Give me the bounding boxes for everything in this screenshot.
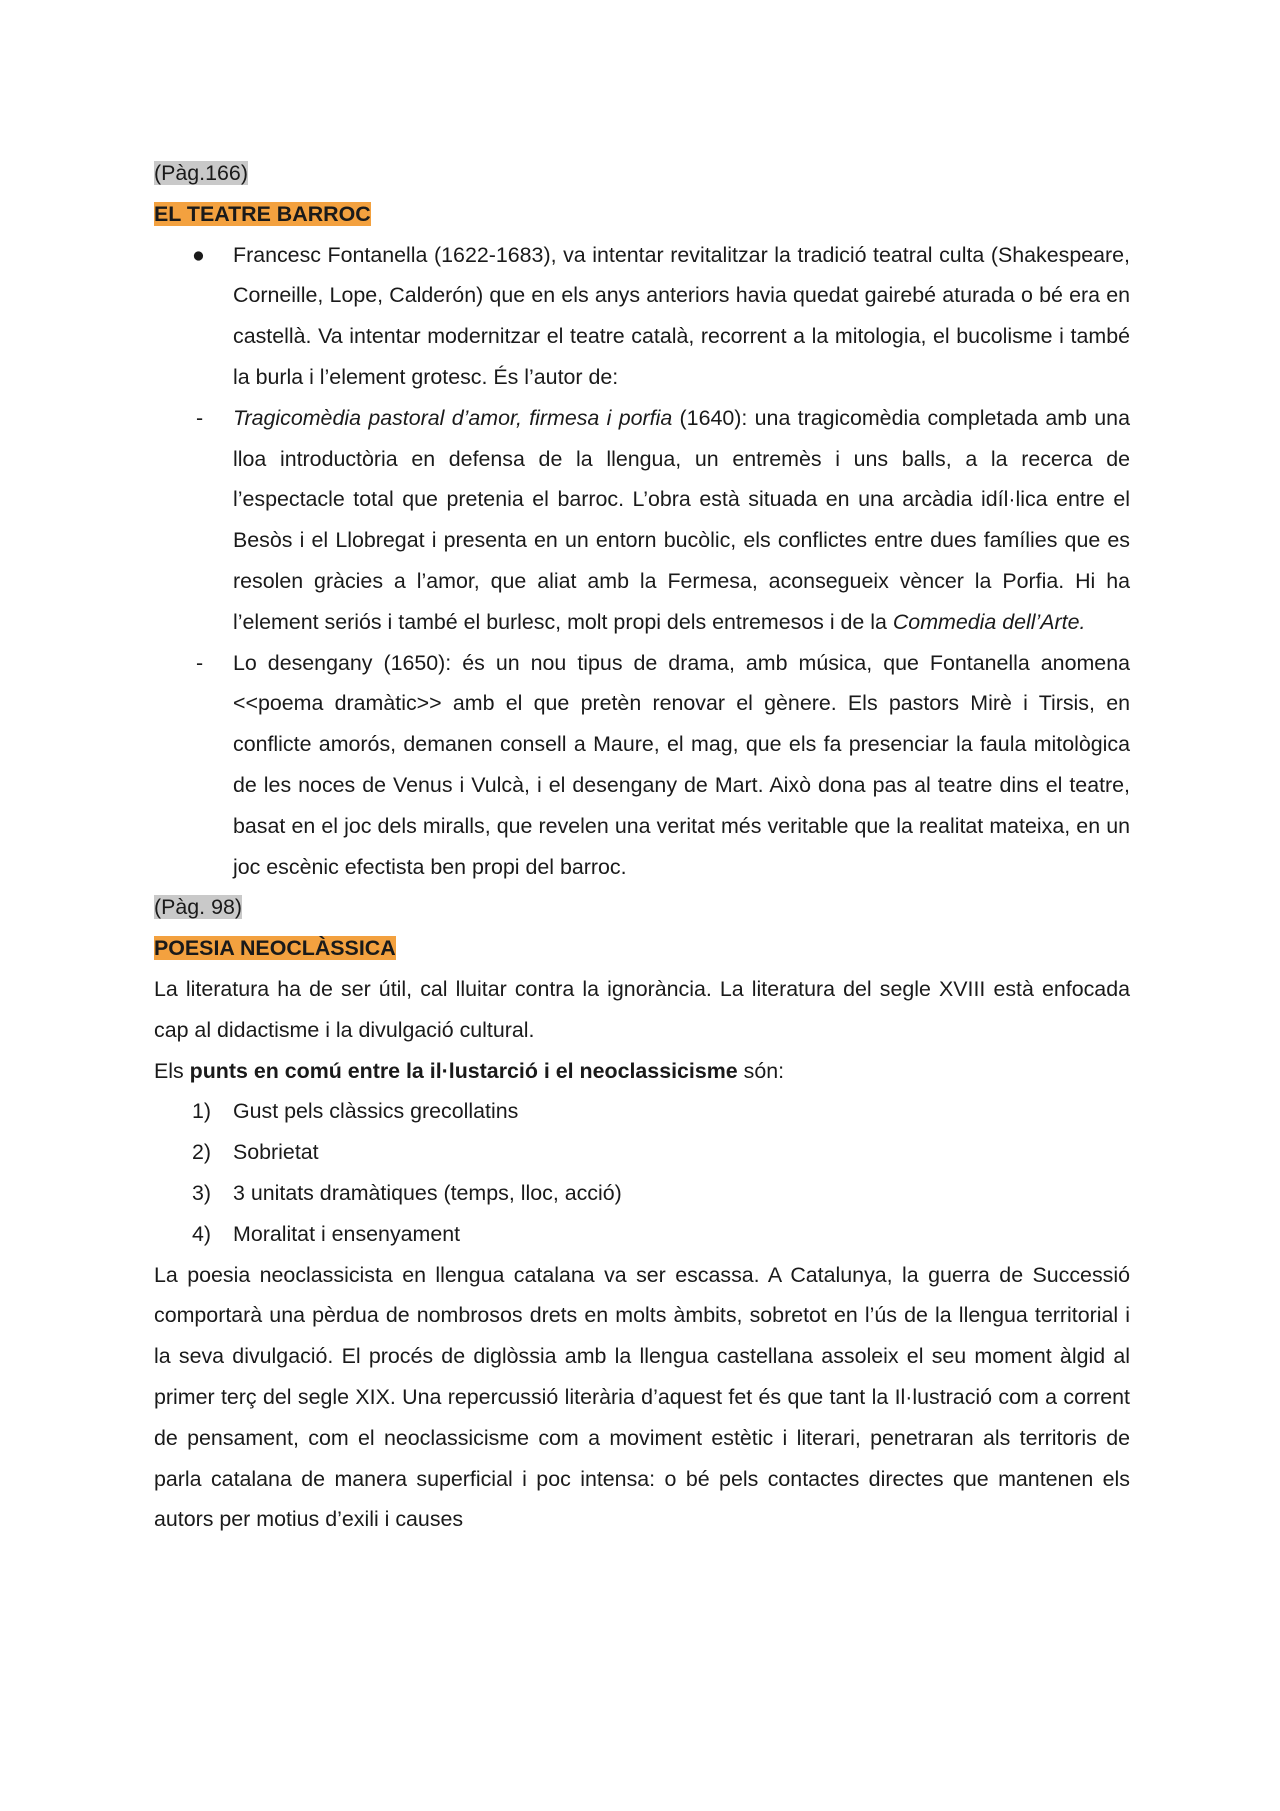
page-reference bbox=[154, 887, 1130, 928]
section-heading bbox=[154, 194, 1130, 235]
list-item-text: Gust pels clàssics grecollatins bbox=[233, 1099, 519, 1124]
page-reference bbox=[154, 153, 1130, 194]
section-heading bbox=[154, 928, 1130, 969]
dash-marker: - bbox=[196, 405, 204, 430]
work-description-desengany: Lo desengany (1650): és un nou tipus de drama, amb música, que Fontanella anomena <<poema dramàtic>> amb el que pretèn renovar el gènere. Els pastors Mirè i Tirsis, en conflicte amorós, demanen consell a Maure, el mag, que els fa presenciar la faula mitològica de les noces de Venus i Vulcà, i el desengany de Mart. Això dona pas al teatre dins el teatre, basat en el joc dels miralls, que revelen una veritat més veritable que la realitat mateixa, en un joc escènic efectista ben propi del barroc. bbox=[233, 650, 1130, 879]
closing-paragraph: La poesia neoclassicista en llengua catalana va ser escassa. A Catalunya, la guerra de Successió comportarà una pèrdua de nombrosos drets en molts àmbits, sobretot en l’ús de la llengua territorial i la seva divulgació. El procés de diglòssia amb la llengua castellana assoleix el seu moment àlgid al primer terç del segle XIX. Una repercussió literària d’aquest fet és que tant la Il·lustració com a corrent de pensament, com el neoclassicisme com a moviment estètic i literari, penetraran als territoris de parla catalana de manera superficial i poc intensa: o bé pels contactes directes que mantenen els autors per motius d’exili i causes bbox=[154, 1262, 1130, 1532]
list-item-text: 3 unitats dramàtiques (temps, lloc, acció) bbox=[233, 1180, 622, 1205]
common-points-intro bbox=[154, 1051, 1130, 1092]
dash-item-desengany bbox=[154, 643, 1130, 888]
common-suffix: són: bbox=[737, 1058, 785, 1083]
list-number: 4) bbox=[192, 1221, 212, 1246]
common-prefix: Els bbox=[154, 1058, 190, 1083]
numbered-list-item bbox=[154, 1214, 1130, 1255]
work-description-tragicomedia: (1640): una tragicomèdia completada amb una lloa introductòria en defensa de la llengua, un entremès i uns balls, a la recerca de l’espectacle total que pretenia el barroc. L’obra està situada en una arcàdia idíl·lica entre el Besòs i el Llobregat i presenta en un entorn bucòlic, els conflictes entre dues famílies que es resolen gràcies a l’amor, que aliat amb la Fermesa, aconsegueix vèncer la Porfia. Hi ha l’element seriós i també el burlesc, molt propi dels entremesos i de la bbox=[233, 405, 1130, 634]
dash-marker: - bbox=[196, 650, 204, 675]
common-bold-phrase: punts en comú entre la il·lustarció i el neoclassicisme bbox=[189, 1058, 738, 1083]
dash-item-tragicomedia bbox=[154, 398, 1130, 643]
numbered-list-item bbox=[154, 1132, 1130, 1173]
list-number: 3) bbox=[192, 1180, 212, 1205]
numbered-list-item bbox=[154, 1091, 1130, 1132]
list-item-text: Sobrietat bbox=[233, 1140, 319, 1165]
list-number: 1) bbox=[192, 1099, 212, 1124]
bullet-text: Francesc Fontanella (1622-1683), va intentar revitalitzar la tradició teatral culta (Shakespeare, Corneille, Lope, Calderón) que en els anys anteriors havia quedat gairebé aturada o bé era en castellà. Va intentar modernitzar el teatre català, recorrent a la mitologia, el bucolisme i també la burla i l’element grotesc. És l’autor de: bbox=[233, 242, 1130, 389]
numbered-list-item bbox=[154, 1173, 1130, 1214]
document-page bbox=[154, 153, 1130, 1540]
list-item-text: Moralitat i ensenyament bbox=[233, 1221, 461, 1246]
heading-teatre-barroc: EL TEATRE BARROC bbox=[154, 201, 371, 226]
bullet-icon: ● bbox=[192, 242, 205, 267]
intro-paragraph: La literatura ha de ser útil, cal lluitar contra la ignorància. La literatura del segle XVIII està enfocada cap al didactisme i la divulgació cultural. bbox=[154, 976, 1130, 1042]
commedia-reference: Commedia dell’Arte. bbox=[892, 609, 1086, 634]
page-ref-166: (Pàg.166) bbox=[154, 161, 248, 185]
heading-poesia-neoclassica: POESIA NEOCLÀSSICA bbox=[154, 936, 396, 961]
page-ref-98: (Pàg. 98) bbox=[154, 895, 242, 920]
work-title-tragicomedia: Tragicomèdia pastoral d’amor, firmesa i porfia bbox=[233, 405, 673, 430]
bullet-item-fontanella bbox=[154, 235, 1130, 398]
list-number: 2) bbox=[192, 1140, 212, 1165]
